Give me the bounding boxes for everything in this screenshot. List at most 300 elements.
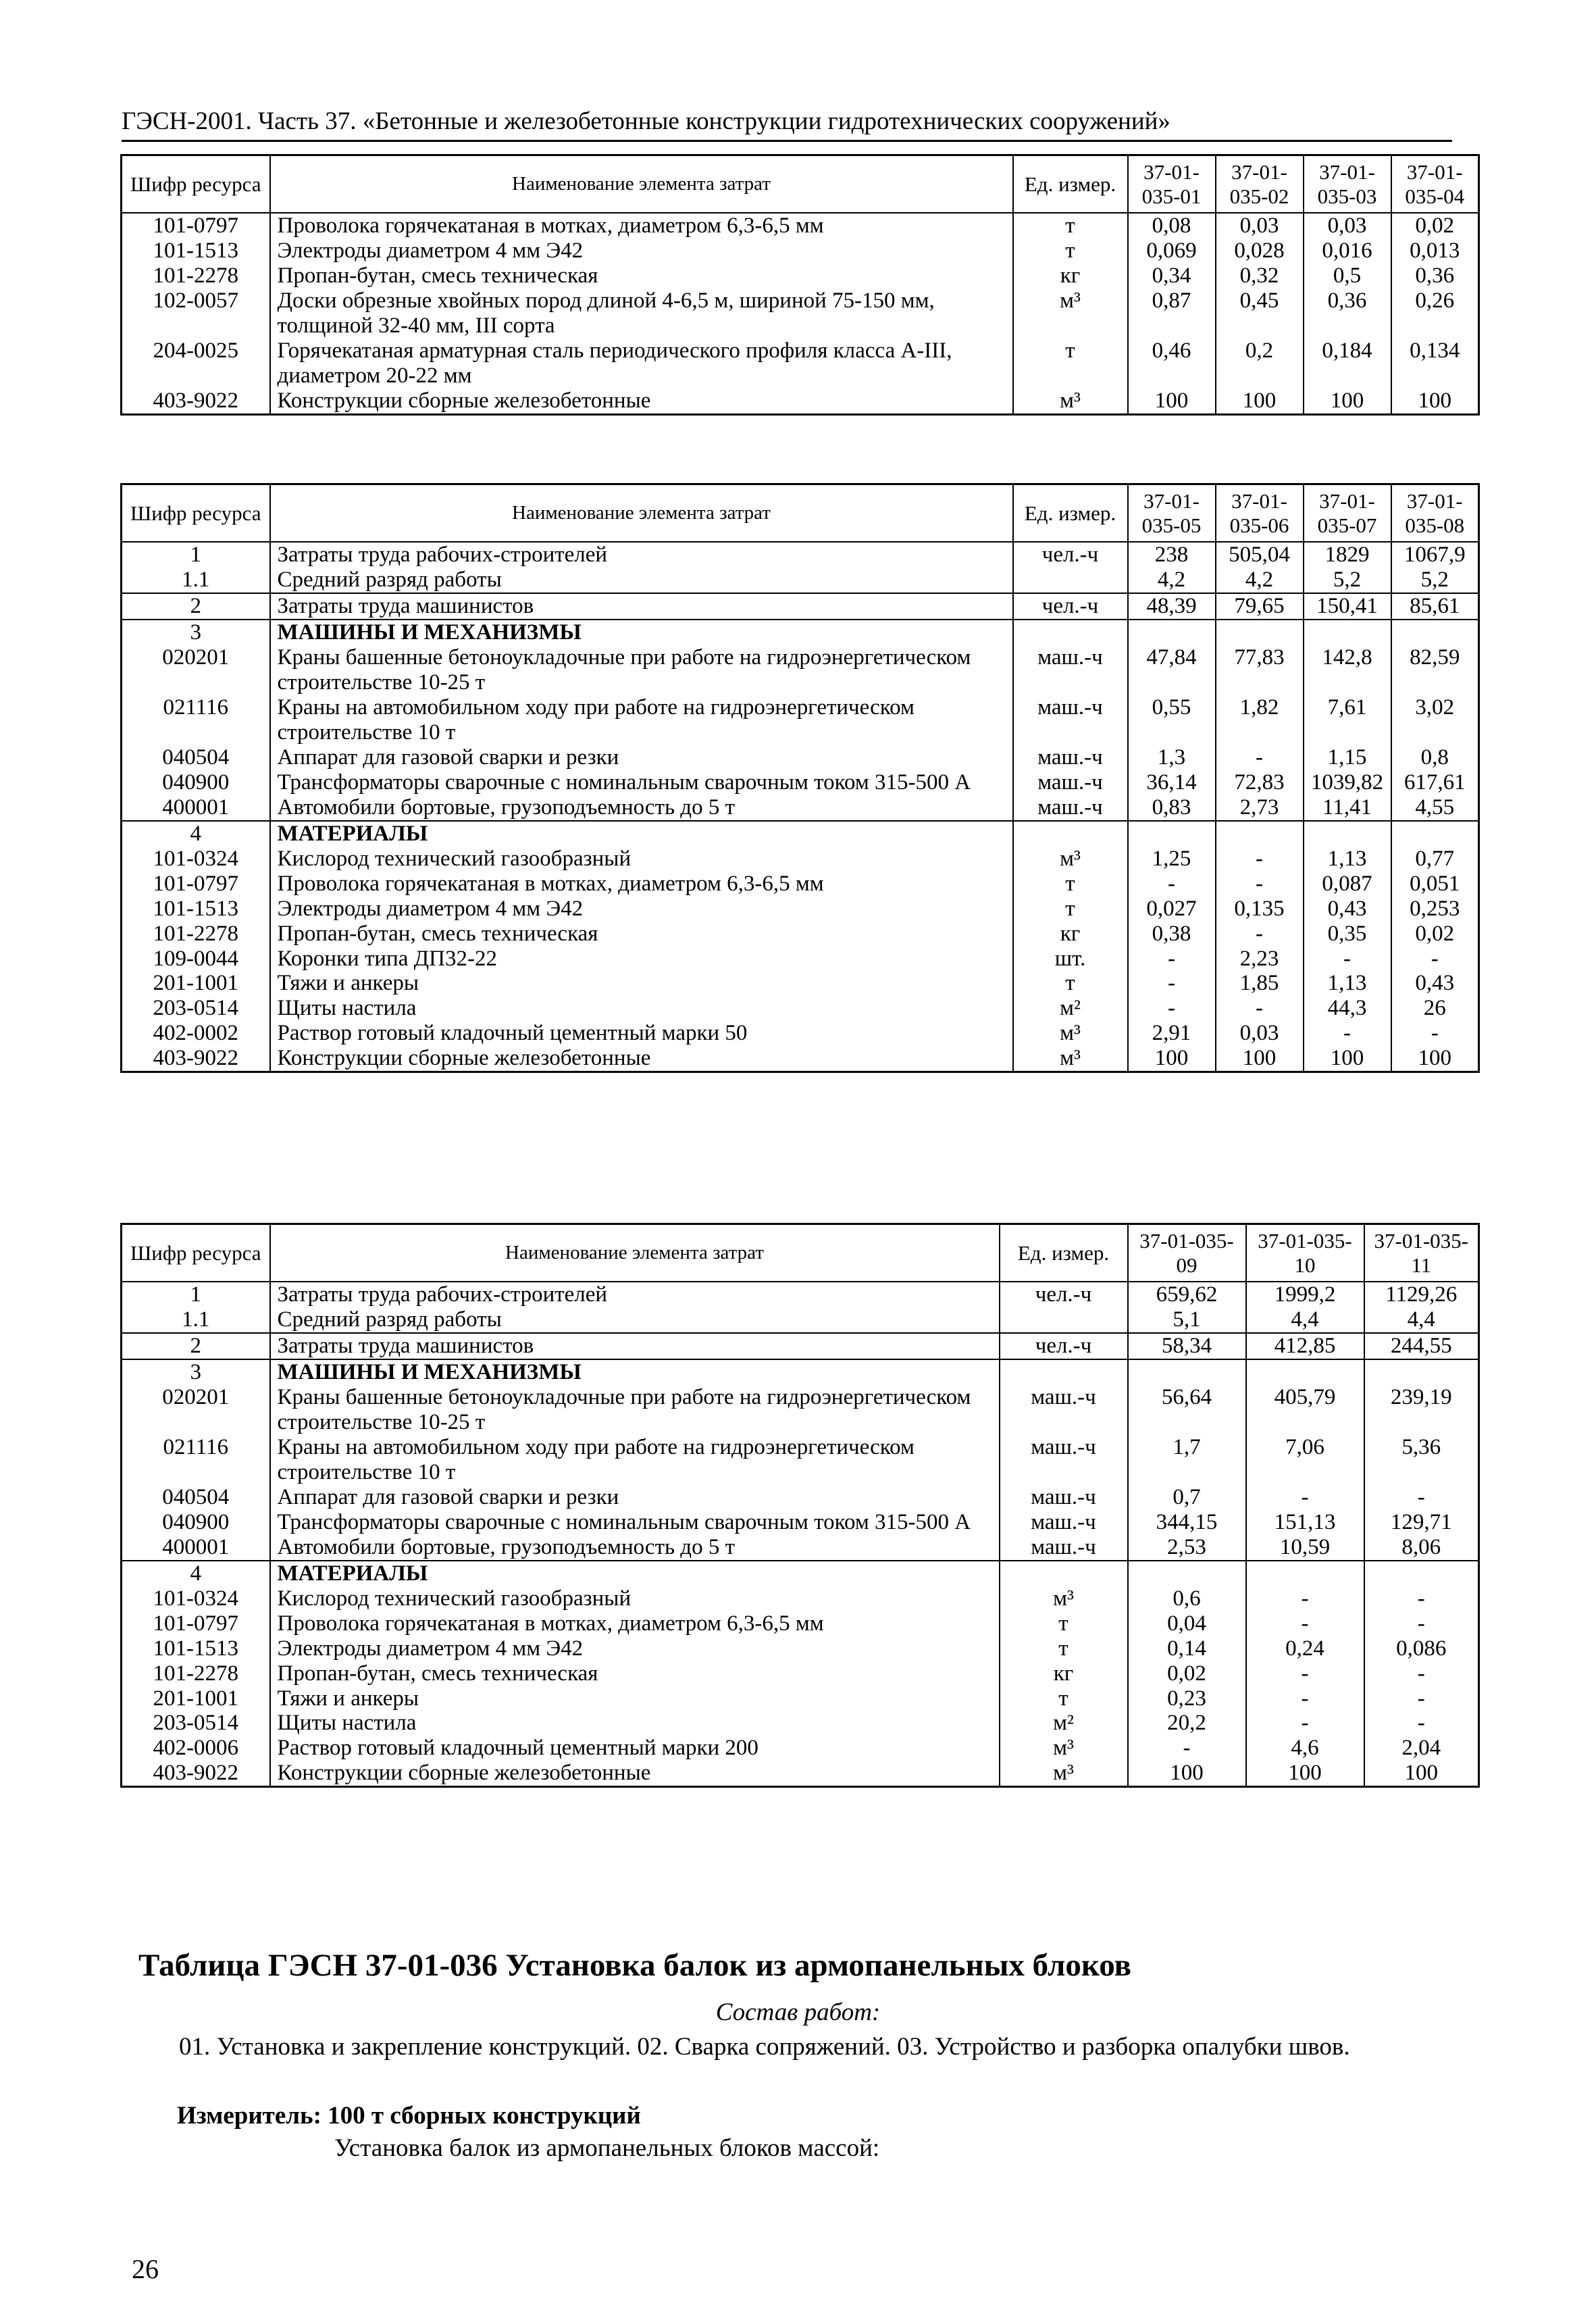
value-cell: 0,184 [1304,338,1391,388]
unit-cell: маш.-ч [1013,695,1128,745]
resource-name-cell: Затраты труда машинистов [270,1333,1000,1359]
value-cell: - [1364,1661,1479,1686]
table-row [122,1686,1479,1711]
unit-cell: м³ [1000,1761,1128,1786]
value-cell: 0,051 [1391,872,1479,897]
value-cell: 344,15 [1128,1510,1246,1535]
resource-code-cell: 101-1513 [122,238,270,263]
value-cell: 0,36 [1391,263,1479,288]
resource-name-cell: Коронки типа ДП32-22 [270,947,1013,972]
value-cell: - [1246,1485,1364,1510]
value-cell [1364,1359,1479,1385]
value-cell: - [1364,1586,1479,1611]
resource-name-cell: Кислород технический газообразный [270,1586,1000,1611]
value-cell: 0,43 [1391,971,1479,996]
resource-name-cell: Проволока горячекатаная в мотках, диаметром 6,3-6,5 мм [270,1611,1000,1636]
resource-code-cell: 4 [122,821,270,847]
resource-name-cell: Аппарат для газовой сварки и резки [270,1485,1000,1510]
unit-cell: кг [1013,922,1128,947]
value-cell [1128,1359,1246,1385]
unit-cell: м² [1013,996,1128,1021]
value-cell: 100 [1128,1046,1216,1072]
col-header-norm: 37-01-035-05 [1128,484,1216,543]
resource-code-cell: 101-2278 [122,1661,270,1686]
resource-name-cell: Электроды диаметром 4 мм Э42 [270,897,1013,922]
resource-name-cell: Аппарат для газовой сварки и резки [270,745,1013,770]
col-header-unit: Ед. измер. [1000,1224,1128,1282]
unit-cell: м³ [1000,1586,1128,1611]
resource-name-cell: Пропан-бутан, смесь техническая [270,263,1013,288]
table-body [122,542,1479,1072]
value-cell: 48,39 [1128,593,1216,620]
section-heading-cell: МАТЕРИАЛЫ [270,1561,1000,1586]
value-cell: - [1128,1736,1246,1761]
value-cell: - [1216,922,1304,947]
unit-cell: т [1013,213,1128,238]
unit-cell: чел.-ч [1000,1333,1128,1359]
unit-cell: чел.-ч [1013,593,1128,620]
table-row [122,996,1479,1021]
resource-name-cell: Щиты настила [270,996,1013,1021]
value-cell: - [1216,847,1304,872]
table-row [122,213,1479,238]
value-cell: 5,2 [1304,568,1391,593]
value-cell: 79,65 [1216,593,1304,620]
resource-name-cell: Затраты труда машинистов [270,593,1013,620]
value-cell [1128,821,1216,847]
value-cell: 1,3 [1128,745,1216,770]
resource-name-cell: Проволока горячекатаная в мотках, диаметром 6,3-6,5 мм [270,213,1013,238]
table-row [122,1761,1479,1786]
value-cell: 47,84 [1128,645,1216,695]
resource-code-cell: 101-0324 [122,1586,270,1611]
col-header-code: Шифр ресурса [122,155,270,213]
col-header-norm: 37-01-035-10 [1246,1224,1364,1282]
value-cell: 58,34 [1128,1333,1246,1359]
unit-cell: маш.-ч [1013,745,1128,770]
value-cell: 100 [1216,388,1304,414]
value-cell: 100 [1391,1046,1479,1072]
unit-cell: кг [1000,1661,1128,1686]
unit-cell: т [1013,338,1128,388]
value-cell: - [1304,1021,1391,1046]
value-cell: 85,61 [1391,593,1479,620]
col-header-norm: 37-01-035-11 [1364,1224,1479,1282]
resource-code-cell: 101-0324 [122,847,270,872]
value-cell: 8,06 [1364,1535,1479,1561]
resource-name-cell: Раствор готовый кладочный цементный марки 50 [270,1021,1013,1046]
value-cell: 20,2 [1128,1711,1246,1736]
resource-code-cell: 101-1513 [122,1636,270,1661]
resource-name-cell: Краны башенные бетоноукладочные при работе на гидроэнергетическом строительстве 10-25 т [270,1385,1000,1435]
value-cell [1128,1561,1246,1586]
table-row [122,1586,1479,1611]
table-row [122,770,1479,795]
unit-cell: шт. [1013,947,1128,972]
value-cell: - [1304,947,1391,972]
resource-code-cell: 109-0044 [122,947,270,972]
table-row [122,1359,1479,1385]
unit-cell: т [1013,872,1128,897]
resource-code-cell: 3 [122,1359,270,1385]
table-row [122,620,1479,645]
col-header-norm: 37-01-035-08 [1391,484,1479,543]
unit-cell: маш.-ч [1000,1535,1128,1561]
resource-code-cell: 101-0797 [122,872,270,897]
resource-code-cell: 020201 [122,645,270,695]
unit-cell [1000,1561,1128,1586]
col-header-name: Наименование элемента затрат [270,155,1013,213]
resource-code-cell: 3 [122,620,270,645]
table-row [122,1535,1479,1561]
table-row [122,1333,1479,1359]
resource-code-cell: 040504 [122,1485,270,1510]
unit-cell: м² [1000,1711,1128,1736]
value-cell: 11,41 [1304,795,1391,821]
works-composition-label: Состав работ: [715,1998,881,2026]
value-cell: 0,02 [1391,922,1479,947]
value-cell [1391,620,1479,645]
value-cell [1246,1359,1364,1385]
table-row [122,263,1479,288]
table-body [122,1282,1479,1787]
table-row [122,388,1479,414]
value-cell [1128,620,1216,645]
value-cell: 129,71 [1364,1510,1479,1535]
value-cell: 100 [1304,1046,1391,1072]
value-cell: 151,13 [1246,1510,1364,1535]
section-subtitle: Установка балок из армопанельных блоков массой: [334,2134,880,2162]
value-cell: 2,04 [1364,1736,1479,1761]
value-cell: 5,1 [1128,1307,1246,1333]
unit-cell: кг [1013,263,1128,288]
resource-code-cell: 201-1001 [122,971,270,996]
unit-cell [1000,1307,1128,1333]
value-cell: - [1246,1586,1364,1611]
table-row [122,1385,1479,1435]
value-cell: 100 [1391,388,1479,414]
unit-cell: м³ [1013,288,1128,338]
resource-name-cell: Электроды диаметром 4 мм Э42 [270,1636,1000,1661]
value-cell: 100 [1246,1761,1364,1786]
value-cell: 7,61 [1304,695,1391,745]
table-row [122,568,1479,593]
value-cell: 0,086 [1364,1636,1479,1661]
value-cell: 4,4 [1364,1307,1479,1333]
value-cell: 0,35 [1304,922,1391,947]
value-cell: 239,19 [1364,1385,1479,1435]
value-cell: - [1216,996,1304,1021]
resource-code-cell: 2 [122,593,270,620]
resource-code-cell: 1 [122,542,270,568]
table-row [122,1510,1479,1535]
value-cell: - [1364,1686,1479,1711]
unit-cell: чел.-ч [1013,542,1128,568]
value-cell: 1,85 [1216,971,1304,996]
value-cell: 0,46 [1128,338,1216,388]
value-cell [1216,620,1304,645]
value-cell: 4,55 [1391,795,1479,821]
unit-cell: т [1000,1636,1128,1661]
value-cell: 0,45 [1216,288,1304,338]
resource-code-cell: 4 [122,1561,270,1586]
value-cell: 659,62 [1128,1282,1246,1307]
value-cell: - [1216,745,1304,770]
value-cell: - [1128,947,1216,972]
value-cell: 142,8 [1304,645,1391,695]
value-cell: 1,13 [1304,847,1391,872]
value-cell: 100 [1128,388,1216,414]
value-cell: 505,04 [1216,542,1304,568]
resource-code-cell: 021116 [122,1435,270,1485]
value-cell: - [1128,971,1216,996]
value-cell: 0,77 [1391,847,1479,872]
value-cell: 2,91 [1128,1021,1216,1046]
value-cell: 100 [1216,1046,1304,1072]
resource-name-cell: Конструкции сборные железобетонные [270,388,1013,414]
value-cell: 405,79 [1246,1385,1364,1435]
works-composition-text: 01. Установка и закрепление конструкций. 02. Сварка сопряжений. 03. Устройство и разборка опалубки швов. [179,2033,1350,2061]
table-body [122,213,1479,414]
resource-code-cell: 1 [122,1282,270,1307]
resource-code-cell: 203-0514 [122,1711,270,1736]
table-row [122,1307,1479,1333]
value-cell: 0,04 [1128,1611,1246,1636]
resource-name-cell: Автомобили бортовые, грузоподъемность до 5 т [270,1535,1000,1561]
unit-cell: м³ [1013,847,1128,872]
value-cell: 150,41 [1304,593,1391,620]
unit-cell: т [1000,1611,1128,1636]
value-cell: 0,26 [1391,288,1479,338]
value-cell: 0,87 [1128,288,1216,338]
table-row [122,897,1479,922]
value-cell: 5,2 [1391,568,1479,593]
value-cell: - [1216,872,1304,897]
col-header-unit: Ед. измер. [1013,484,1128,543]
resource-code-cell: 400001 [122,1535,270,1561]
value-cell: 0,83 [1128,795,1216,821]
unit-cell: маш.-ч [1000,1510,1128,1535]
value-cell: 4,6 [1246,1736,1364,1761]
unit-cell: т [1013,897,1128,922]
resource-code-cell: 403-9022 [122,1761,270,1786]
value-cell: 0,38 [1128,922,1216,947]
resource-name-cell: Автомобили бортовые, грузоподъемность до 5 т [270,795,1013,821]
resource-name-cell: Краны на автомобильном ходу при работе на гидроэнергетическом строительстве 10 т [270,695,1013,745]
value-cell: 56,64 [1128,1385,1246,1435]
resource-code-cell: 101-0797 [122,213,270,238]
resource-code-cell: 101-2278 [122,263,270,288]
resource-code-cell: 400001 [122,795,270,821]
unit-cell: м³ [1013,1046,1128,1072]
value-cell: 244,55 [1364,1333,1479,1359]
resource-code-cell: 040900 [122,1510,270,1535]
resource-table-035-09-11 [120,1223,1480,1788]
value-cell: - [1246,1711,1364,1736]
table-row [122,1636,1479,1661]
resource-name-cell: Электроды диаметром 4 мм Э42 [270,238,1013,263]
table-row [122,1021,1479,1046]
resource-code-cell: 101-1513 [122,897,270,922]
resource-code-cell: 402-0006 [122,1736,270,1761]
measure-unit: Измеритель: 100 т сборных конструкций [177,2102,641,2130]
value-cell: - [1364,1711,1479,1736]
value-cell: 4,4 [1246,1307,1364,1333]
resource-name-cell: Трансформаторы сварочные с номинальным сварочным током 315-500 А [270,1510,1000,1535]
value-cell: 0,02 [1128,1661,1246,1686]
value-cell: 0,03 [1304,213,1391,238]
value-cell: 5,36 [1364,1435,1479,1485]
table-row [122,238,1479,263]
unit-cell: маш.-ч [1013,795,1128,821]
value-cell: 0,087 [1304,872,1391,897]
value-cell: 3,02 [1391,695,1479,745]
value-cell: 0,7 [1128,1485,1246,1510]
value-cell: 0,08 [1128,213,1216,238]
resource-code-cell: 101-0797 [122,1611,270,1636]
value-cell: - [1246,1661,1364,1686]
table-row [122,1736,1479,1761]
value-cell: - [1391,1021,1479,1046]
unit-cell: маш.-ч [1013,770,1128,795]
table-row [122,1485,1479,1510]
table-row [122,847,1479,872]
value-cell: 1829 [1304,542,1391,568]
resource-name-cell: Краны на автомобильном ходу при работе на гидроэнергетическом строительстве 10 т [270,1435,1000,1485]
resource-name-cell: Конструкции сборные железобетонные [270,1046,1013,1072]
value-cell: 0,24 [1246,1636,1364,1661]
col-header-norm: 37-01-035-01 [1128,155,1216,213]
resource-code-cell: 020201 [122,1385,270,1435]
value-cell: - [1364,1485,1479,1510]
resource-name-cell: Доски обрезные хвойных пород длиной 4-6,5 м, шириной 75-150 мм, толщиной 32-40 мм, III сорта [270,288,1013,338]
unit-cell: т [1013,238,1128,263]
table-row [122,288,1479,338]
resource-table-035-05-08 [120,483,1480,1073]
value-cell: 2,53 [1128,1535,1246,1561]
value-cell: 82,59 [1391,645,1479,695]
resource-name-cell: Тяжи и анкеры [270,971,1013,996]
resource-code-cell: 040504 [122,745,270,770]
value-cell: 0,43 [1304,897,1391,922]
col-header-unit: Ед. измер. [1013,155,1128,213]
value-cell: - [1128,996,1216,1021]
value-cell: 72,83 [1216,770,1304,795]
value-cell: 1129,26 [1364,1282,1479,1307]
value-cell: 1039,82 [1304,770,1391,795]
value-cell [1304,821,1391,847]
table-row [122,922,1479,947]
value-cell [1246,1561,1364,1586]
value-cell: 4,2 [1216,568,1304,593]
value-cell: 44,3 [1304,996,1391,1021]
resource-name-cell: Проволока горячекатаная в мотках, диаметром 6,3-6,5 мм [270,872,1013,897]
resource-code-cell: 1.1 [122,1307,270,1333]
resource-name-cell: Пропан-бутан, смесь техническая [270,922,1013,947]
value-cell: 412,85 [1246,1333,1364,1359]
value-cell: 7,06 [1246,1435,1364,1485]
page-header: ГЭСН-2001. Часть 37. «Бетонные и железобетонные конструкции гидротехнических сооружений» [122,107,1452,142]
value-cell: 4,2 [1128,568,1216,593]
value-cell: 0,55 [1128,695,1216,745]
value-cell: 1,7 [1128,1435,1246,1485]
resource-name-cell: Тяжи и анкеры [270,1686,1000,1711]
value-cell [1364,1561,1479,1586]
unit-cell [1000,1359,1128,1385]
table-row [122,1611,1479,1636]
unit-cell: т [1000,1686,1128,1711]
value-cell: 100 [1364,1761,1479,1786]
value-cell: 0,027 [1128,897,1216,922]
resource-name-cell: Затраты труда рабочих-строителей [270,542,1013,568]
table-row [122,542,1479,568]
resource-name-cell: Трансформаторы сварочные с номинальным сварочным током 315-500 А [270,770,1013,795]
table-row [122,947,1479,972]
value-cell: 0,253 [1391,897,1479,922]
value-cell: 10,59 [1246,1535,1364,1561]
value-cell: 238 [1128,542,1216,568]
resource-code-cell: 021116 [122,695,270,745]
value-cell: 0,028 [1216,238,1304,263]
section-heading-cell: МАШИНЫ И МЕХАНИЗМЫ [270,620,1013,645]
unit-cell [1013,568,1128,593]
resource-name-cell: Средний разряд работы [270,568,1013,593]
value-cell: 1999,2 [1246,1282,1364,1307]
value-cell: 0,36 [1304,288,1391,338]
value-cell: - [1128,872,1216,897]
value-cell: 0,34 [1128,263,1216,288]
value-cell: 0,03 [1216,1021,1304,1046]
unit-cell: маш.-ч [1000,1435,1128,1485]
table-row [122,1711,1479,1736]
value-cell: 0,134 [1391,338,1479,388]
value-cell: 77,83 [1216,645,1304,695]
col-header-norm: 37-01-035-09 [1128,1224,1246,1282]
col-header-norm: 37-01-035-03 [1304,155,1391,213]
resource-name-cell: Средний разряд работы [270,1307,1000,1333]
col-header-norm: 37-01-035-06 [1216,484,1304,543]
resource-name-cell: Раствор готовый кладочный цементный марки 200 [270,1736,1000,1761]
resource-name-cell: Кислород технический газообразный [270,847,1013,872]
value-cell: 0,2 [1216,338,1304,388]
table-row [122,795,1479,821]
value-cell: 2,23 [1216,947,1304,972]
resource-name-cell: Конструкции сборные железобетонные [270,1761,1000,1786]
table-row [122,1661,1479,1686]
col-header-norm: 37-01-035-04 [1391,155,1479,213]
col-header-norm: 37-01-035-02 [1216,155,1304,213]
table-row [122,745,1479,770]
value-cell: 0,016 [1304,238,1391,263]
resource-code-cell: 040900 [122,770,270,795]
resource-code-cell: 102-0057 [122,288,270,338]
value-cell: 1,82 [1216,695,1304,745]
table-row [122,1282,1479,1307]
resource-code-cell: 402-0002 [122,1021,270,1046]
unit-cell: м³ [1013,388,1128,414]
value-cell: 0,135 [1216,897,1304,922]
resource-code-cell: 403-9022 [122,1046,270,1072]
value-cell: 0,013 [1391,238,1479,263]
resource-name-cell: Затраты труда рабочих-строителей [270,1282,1000,1307]
col-header-name: Наименование элемента затрат [270,1224,1000,1282]
unit-cell: маш.-ч [1000,1485,1128,1510]
value-cell: 0,6 [1128,1586,1246,1611]
col-header-code: Шифр ресурса [122,484,270,543]
resource-name-cell: Горячекатаная арматурная сталь периодического профиля класса А-III, диаметром 20-22 мм [270,338,1013,388]
section-heading-cell: МАШИНЫ И МЕХАНИЗМЫ [270,1359,1000,1385]
value-cell: 2,73 [1216,795,1304,821]
